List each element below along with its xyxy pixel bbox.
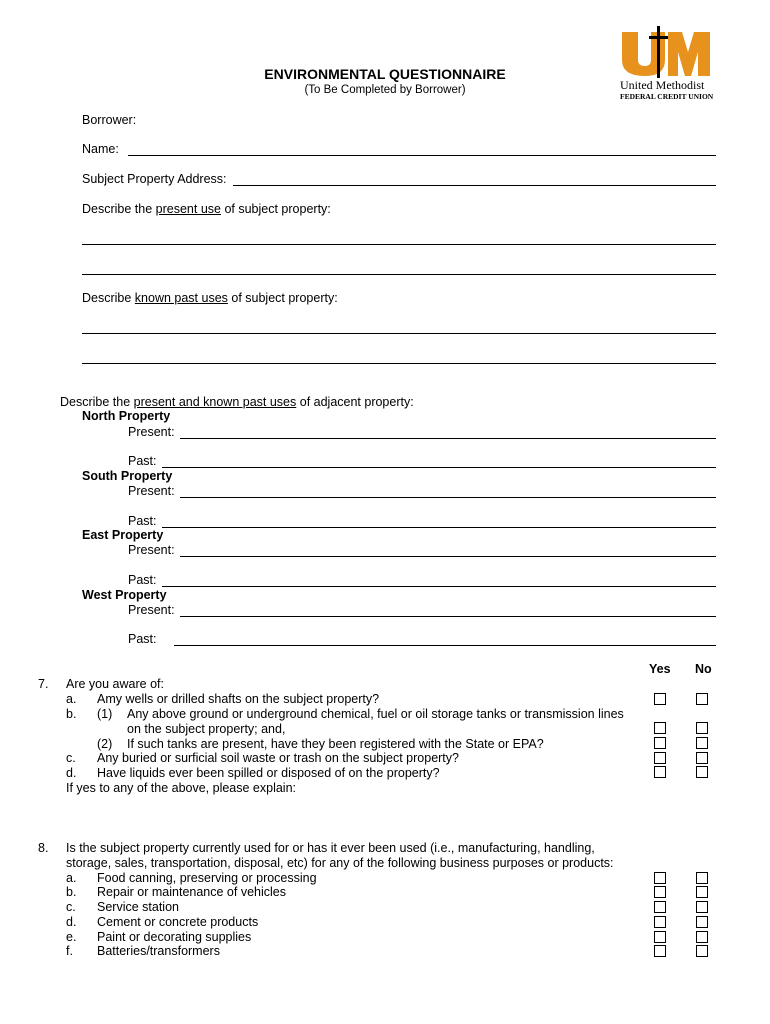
north-property-heading: North Property [82,409,171,423]
q8-item-d-letter: d. [66,915,77,929]
q7d-no-checkbox[interactable] [696,766,708,778]
q7-text: Are you aware of: [66,677,164,691]
west-past-field[interactable] [174,645,716,646]
q8-item-b-text: Repair or maintenance of vehicles [97,885,286,899]
q8e-no-checkbox[interactable] [696,931,708,943]
west-present-label: Present: [128,603,175,617]
name-field[interactable] [128,155,716,156]
q8-item-c-letter: c. [66,900,76,914]
present-use-field-1[interactable] [82,244,716,245]
past-use-field-2[interactable] [82,363,716,364]
south-present-label: Present: [128,484,175,498]
logo-subtitle: FEDERAL CREDIT UNION [620,92,714,101]
borrower-label: Borrower: [82,113,137,127]
q8-item-f-letter: f. [66,944,73,958]
address-field[interactable] [233,185,716,186]
q7a-no-checkbox[interactable] [696,693,708,705]
q7-item-a-text: Amy wells or drilled shafts on the subject property? [97,692,380,706]
north-present-label: Present: [128,425,175,439]
q8-text-line2: storage, sales, transportation, disposal, etc) for any of the following business purposes or products: [66,856,614,870]
q8-item-e-letter: e. [66,930,77,944]
yes-column-header: Yes [649,662,671,676]
q7-item-c-text: Any buried or surficial soil waste or trash on the subject property? [97,751,459,765]
north-past-field[interactable] [162,467,716,468]
south-past-field[interactable] [162,527,716,528]
q8c-yes-checkbox[interactable] [654,901,666,913]
west-past-label: Past: [128,632,157,646]
present-use-field-2[interactable] [82,274,716,275]
present-use-label: Describe the present use of subject property: [82,202,331,216]
form-subtitle: (To Be Completed by Borrower) [304,84,466,96]
north-past-label: Past: [128,454,157,468]
name-label: Name: [82,142,119,156]
q8-item-c-text: Service station [97,900,179,914]
q7b1-no-checkbox[interactable] [696,722,708,734]
q7-item-c-letter: c. [66,751,76,765]
west-property-heading: West Property [82,588,167,602]
past-use-label: Describe known past uses of subject property: [82,291,338,305]
q8e-yes-checkbox[interactable] [654,931,666,943]
east-property-heading: East Property [82,528,164,542]
north-present-field[interactable] [180,438,716,439]
q7-item-b2-text: If such tanks are present, have they been registered with the State or EPA? [127,737,544,751]
q7-item-b1-text: Any above ground or underground chemical, fuel or oil storage tanks or transmission lines [127,707,624,721]
q7d-yes-checkbox[interactable] [654,766,666,778]
q8-item-f-text: Batteries/transformers [97,944,220,958]
q7-item-b-letter: b. [66,707,77,721]
q7c-no-checkbox[interactable] [696,752,708,764]
q8b-no-checkbox[interactable] [696,886,708,898]
west-present-field[interactable] [180,616,716,617]
q7a-yes-checkbox[interactable] [654,693,666,705]
q7c-yes-checkbox[interactable] [654,752,666,764]
q8-text-line1: Is the subject property currently used for or has it ever been used (i.e., manufacturing, handling, [66,841,595,855]
q8-item-a-text: Food canning, preserving or processing [97,871,317,885]
q7b1-yes-checkbox[interactable] [654,722,666,734]
q8f-yes-checkbox[interactable] [654,945,666,957]
q8d-yes-checkbox[interactable] [654,916,666,928]
q8c-no-checkbox[interactable] [696,901,708,913]
q7-item-d-letter: d. [66,766,77,780]
q7-number: 7. [38,677,49,691]
east-present-field[interactable] [180,556,716,557]
south-present-field[interactable] [180,497,716,498]
logo-name: United Methodist [620,78,705,92]
east-past-field[interactable] [162,586,716,587]
past-use-field-1[interactable] [82,333,716,334]
q8-item-e-text: Paint or decorating supplies [97,930,252,944]
q8-item-d-text: Cement or concrete products [97,915,259,929]
adjacent-label: Describe the present and known past uses of adjacent property: [60,395,414,409]
q7-item-d-text: Have liquids ever been spilled or disposed of on the property? [97,766,440,780]
q8-item-a-letter: a. [66,871,77,885]
q7-explain-label: If yes to any of the above, please explain: [66,781,297,795]
q7-item-b1-text-cont: on the subject property; and, [127,722,286,736]
q8a-yes-checkbox[interactable] [654,872,666,884]
south-past-label: Past: [128,514,157,528]
q8d-no-checkbox[interactable] [696,916,708,928]
q7-item-b2-marker: (2) [97,737,113,751]
q7-item-a-letter: a. [66,692,77,706]
q8-item-b-letter: b. [66,885,77,899]
q7b2-yes-checkbox[interactable] [654,737,666,749]
q8f-no-checkbox[interactable] [696,945,708,957]
address-label: Subject Property Address: [82,172,227,186]
q8b-yes-checkbox[interactable] [654,886,666,898]
q7b2-no-checkbox[interactable] [696,737,708,749]
east-past-label: Past: [128,573,157,587]
east-present-label: Present: [128,543,175,557]
q8a-no-checkbox[interactable] [696,872,708,884]
q7-item-b1-marker: (1) [97,707,113,721]
south-property-heading: South Property [82,469,173,483]
q8-number: 8. [38,841,49,855]
form-title: ENVIRONMENTAL QUESTIONNAIRE [264,66,506,82]
no-column-header: No [695,662,712,676]
